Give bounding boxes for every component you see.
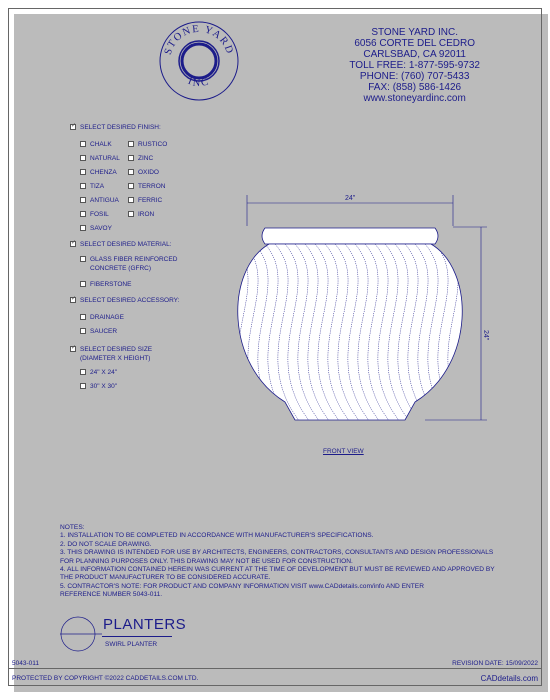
finish-checkbox[interactable] [80,225,86,231]
material-heading-checkbox[interactable] [70,241,76,247]
notes-block [60,524,495,600]
title-underline [102,636,172,637]
reference-number: 5043-011 [12,660,39,667]
finish-checkbox[interactable] [128,197,134,203]
section-symbol-icon [58,614,102,654]
svg-text:STONE YARD: STONE YARD [162,23,236,57]
company-toll-free: TOLL FREE: 1-877-595-9732 [349,60,480,71]
finish-checkbox[interactable] [128,211,134,217]
finish-option: CHENZA [90,169,117,176]
size-option: 24" X 24" [90,369,118,376]
material-option: GLASS FIBER REINFORCED [90,256,178,263]
finish-checkbox[interactable] [80,141,86,147]
planter-body [238,244,462,420]
note-line: FOR PLANNING PURPOSES ONLY. THIS DRAWING MAY NOT BE USED FOR CONSTRUCTION. [60,557,353,565]
company-info [349,27,480,104]
note-line: 5. CONTRACTOR'S NOTE: FOR PRODUCT AND COMPANY INFORMATION VISIT www.CADdetails.com/info AND ENTER [60,582,424,590]
size-heading: SELECT DESIRED SIZE [80,346,153,353]
caddetails-link[interactable]: CADdetails.com [480,674,538,683]
company-address1: 6056 CORTE DEL CEDRO [354,38,475,49]
accessory-checkbox[interactable] [80,328,86,334]
note-line: REFERENCE NUMBER 5043-011. [60,591,163,599]
finish-option: FOSIL [90,211,109,218]
size-checkbox[interactable] [80,383,86,389]
company-fax: FAX: (858) 586-1426 [368,82,462,93]
finish-option: OXIDO [138,169,159,176]
material-heading: SELECT DESIRED MATERIAL: [80,241,172,248]
note-line: 2. DO NOT SCALE DRAWING. [60,540,152,548]
footer-divider [8,668,542,669]
notes-heading: NOTES: [60,524,85,531]
revision-date: REVISION DATE: 15/09/2022 [452,660,538,667]
finish-option: RUSTICO [138,141,168,148]
note-line: THE PRODUCT MANUFACTURER TO BE CONSIDERED ACCURATE. [60,574,271,582]
finish-checkbox[interactable] [128,141,134,147]
finish-option: ZINC [138,155,154,162]
swirl-line [225,244,240,422]
width-dimension-label: 24" [345,195,356,202]
finish-checkbox[interactable] [80,183,86,189]
size-heading-checkbox[interactable] [70,346,76,352]
finish-option: TIZA [90,183,105,190]
accessory-option: DRAINAGE [90,314,124,321]
note-line: 3. THIS DRAWING IS INTENDED FOR USE BY ARCHITECTS, ENGINEERS, CONTRACTORS, CONSULTANTS AND DESIGN PROFESSIONALS [60,549,494,557]
finish-option: NATURAL [90,155,120,162]
drawing-subtitle: SWIRL PLANTER [105,641,158,648]
finish-option: TERRON [138,183,166,190]
copyright-notice: PROTECTED BY COPYRIGHT ©2022 CADDETAILS.COM LTD. [12,675,199,682]
finish-option: IRON [138,211,155,218]
size-checkbox[interactable] [80,369,86,375]
accessory-checkbox[interactable] [80,314,86,320]
company-phone: PHONE: (760) 707-5433 [359,71,470,82]
planter-front-view [225,190,495,450]
accessory-option: SAUCER [90,328,118,335]
accessory-heading-checkbox[interactable] [70,297,76,303]
front-view-label: FRONT VIEW [323,448,364,455]
planter-rim [262,228,438,244]
finish-option: CHALK [90,141,112,148]
size-heading-line2: (DIAMETER X HEIGHT) [80,355,151,362]
finish-checkbox[interactable] [80,211,86,217]
finish-checkbox[interactable] [128,169,134,175]
company-name: STONE YARD INC. [371,27,459,38]
size-option: 30" X 30" [90,383,118,390]
material-option-line2: CONCRETE (GFRC) [90,265,152,272]
finish-checkbox[interactable] [80,155,86,161]
finish-option: SAVOY [90,225,112,232]
note-line: 4. ALL INFORMATION CONTAINED HEREIN WAS CURRENT AT THE TIME OF DEVELOPMENT BUT MUST BE REVIEWED AND APPROVED BY [60,566,495,574]
material-checkbox[interactable] [80,281,86,287]
svg-text:INC: INC [186,75,212,90]
finish-checkbox[interactable] [128,183,134,189]
company-address2: CARLSBAD, CA 92011 [363,49,466,60]
note-line: 1. INSTALLATION TO BE COMPLETED IN ACCORDANCE WITH MANUFACTURER'S SPECIFICATIONS. [60,532,374,540]
company-website[interactable]: www.stoneyardinc.com [363,93,466,104]
finish-option: ANTIGUA [90,197,119,204]
material-option: FIBERSTONE [90,281,132,288]
finish-heading-checkbox[interactable] [70,124,76,130]
stone-yard-logo [158,20,240,102]
finish-option: FERRIC [138,197,163,204]
finish-heading: SELECT DESIRED FINISH: [80,124,161,131]
material-checkbox[interactable] [80,256,86,262]
height-dimension-label: 24" [482,330,489,341]
finish-checkbox[interactable] [80,169,86,175]
swirl-line [225,244,230,422]
finish-checkbox[interactable] [80,197,86,203]
finish-checkbox[interactable] [128,155,134,161]
drawing-title: PLANTERS [103,616,187,633]
accessory-heading: SELECT DESIRED ACCESSORY: [80,297,180,304]
